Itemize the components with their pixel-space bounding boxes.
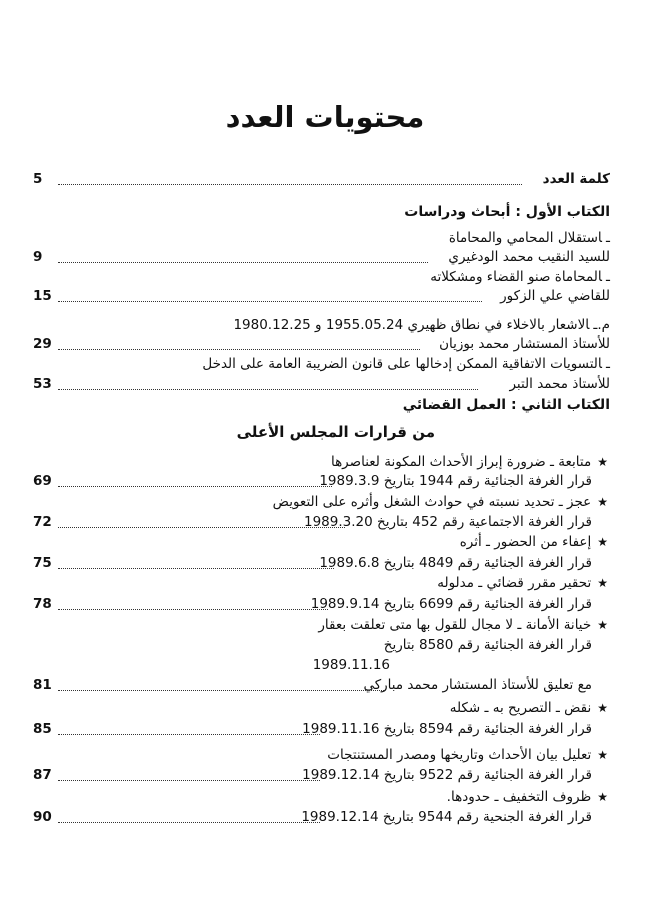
- decision-title: ★متابعة ـ ضرورة إبراز الأحداث المكونة لعناصرها: [330, 454, 608, 470]
- decision-title: ★خيانة الأمانة ـ لا مجال للقول بها متى تعلقت بعقار: [318, 617, 608, 633]
- decision-page: 81: [33, 677, 52, 693]
- star-icon: ★: [597, 701, 608, 715]
- decision-ref-date: 1989.11.16: [312, 657, 390, 673]
- leader-dots: [58, 389, 478, 390]
- part1-item-author: للقاضي علي الزكور: [500, 288, 610, 304]
- editorial-page: 5: [33, 171, 43, 187]
- leader-dots: [58, 184, 522, 185]
- part1-item-author: للأستاذ المستشار محمد بوزيان: [439, 336, 610, 352]
- decision-page: 78: [33, 596, 52, 612]
- part1-item-title: م.ـالاشعار بالاخلاء في نطاق ظهيري 1955.05.24 و 1980.12.25: [233, 317, 610, 333]
- star-icon: ★: [597, 618, 608, 632]
- decision-page: 75: [33, 555, 52, 571]
- star-icon: ★: [597, 790, 608, 804]
- decision-page: 87: [33, 767, 52, 783]
- part1-item-title: ـالتسويات الاتفاقية الممكن إدخالها على قانون الضريبة العامة على الدخل: [202, 356, 610, 372]
- leader-dots: [58, 486, 332, 487]
- decision-ref: قرار الغرفة الجنائية رقم 9522 بتاريخ 1989.12.14: [302, 767, 592, 783]
- decision-title: ★إعفاء من الحضور ـ أثره: [459, 534, 608, 550]
- decision-ref: قرار الغرفة الجنحية رقم 9544 بتاريخ 1989.12.14: [301, 809, 592, 825]
- decision-ref: قرار الغرفة الجنائية رقم 8580 بتاريخ: [383, 637, 592, 653]
- decision-page: 72: [33, 514, 52, 530]
- decision-title: ★تحقير مقرر قضائي ـ مدلوله: [437, 575, 608, 591]
- part2-heading: الكتاب الثاني : العمل القضائي: [402, 397, 610, 413]
- decision-ref: قرار الغرفة الجنائية رقم 8594 بتاريخ 1989.11.16: [302, 721, 592, 737]
- star-icon: ★: [597, 748, 608, 762]
- decision-title: ★تعليل بيان الأحداث وتاريخها ومصدر المستنتجات: [327, 747, 608, 763]
- decision-ref: قرار الغرفة الاجتماعية رقم 452 بتاريخ 1989.3.20: [304, 514, 592, 530]
- part1-item-author: للأستاذ محمد التبر: [509, 376, 610, 392]
- editorial-label: كلمة العدد: [542, 171, 610, 187]
- decision-page: 85: [33, 721, 52, 737]
- leader-dots: [58, 780, 320, 781]
- leader-dots: [58, 301, 482, 302]
- page-title: محتويات العدد: [225, 100, 425, 134]
- leader-dots: [58, 527, 345, 528]
- decision-title: ★نقض ـ التصريح به ـ شكله: [449, 700, 608, 716]
- part1-heading: الكتاب الأول : أبحاث ودراسات: [404, 204, 610, 220]
- part1-item-page: 53: [33, 376, 52, 392]
- part1-item-author: للسيد النقيب محمد الودغيري: [448, 249, 610, 265]
- decision-note: مع تعليق للأستاذ المستشار محمد مباركي: [363, 677, 592, 693]
- part1-item-title: ـالمحاماة صنو القضاء ومشكلاته: [430, 269, 610, 285]
- star-icon: ★: [597, 535, 608, 549]
- leader-dots: [58, 609, 328, 610]
- decision-ref: قرار الغرفة الجنائية رقم 6699 بتاريخ 1989.9.14: [310, 596, 592, 612]
- part1-item-page: 9: [33, 249, 43, 265]
- star-icon: ★: [597, 576, 608, 590]
- leader-dots: [58, 822, 320, 823]
- decision-page: 90: [33, 809, 52, 825]
- part2-subheading: من قرارات المجلس الأعلى: [236, 423, 435, 441]
- star-icon: ★: [597, 495, 608, 509]
- decision-page: 69: [33, 473, 52, 489]
- leader-dots: [58, 262, 428, 263]
- decision-ref: قرار الغرفة الجنائية رقم 1944 بتاريخ 1989.3.9: [319, 473, 592, 489]
- star-icon: ★: [597, 455, 608, 469]
- part1-item-page: 15: [33, 288, 52, 304]
- leader-dots: [58, 734, 320, 735]
- leader-dots: [58, 349, 420, 350]
- part1-item-page: 29: [33, 336, 52, 352]
- part1-item-title: ـاستقلال المحامي والمحاماة: [448, 230, 610, 246]
- leader-dots: [58, 568, 334, 569]
- leader-dots: [58, 690, 384, 691]
- decision-title: ★عجز ـ تحديد نسبته في حوادث الشغل وأثره على التعويض: [272, 494, 608, 510]
- decision-ref: قرار الغرفة الجنائية رقم 4849 بتاريخ 1989.6.8: [319, 555, 592, 571]
- decision-title: ★ظروف التخفيف ـ حدودها.: [446, 789, 608, 805]
